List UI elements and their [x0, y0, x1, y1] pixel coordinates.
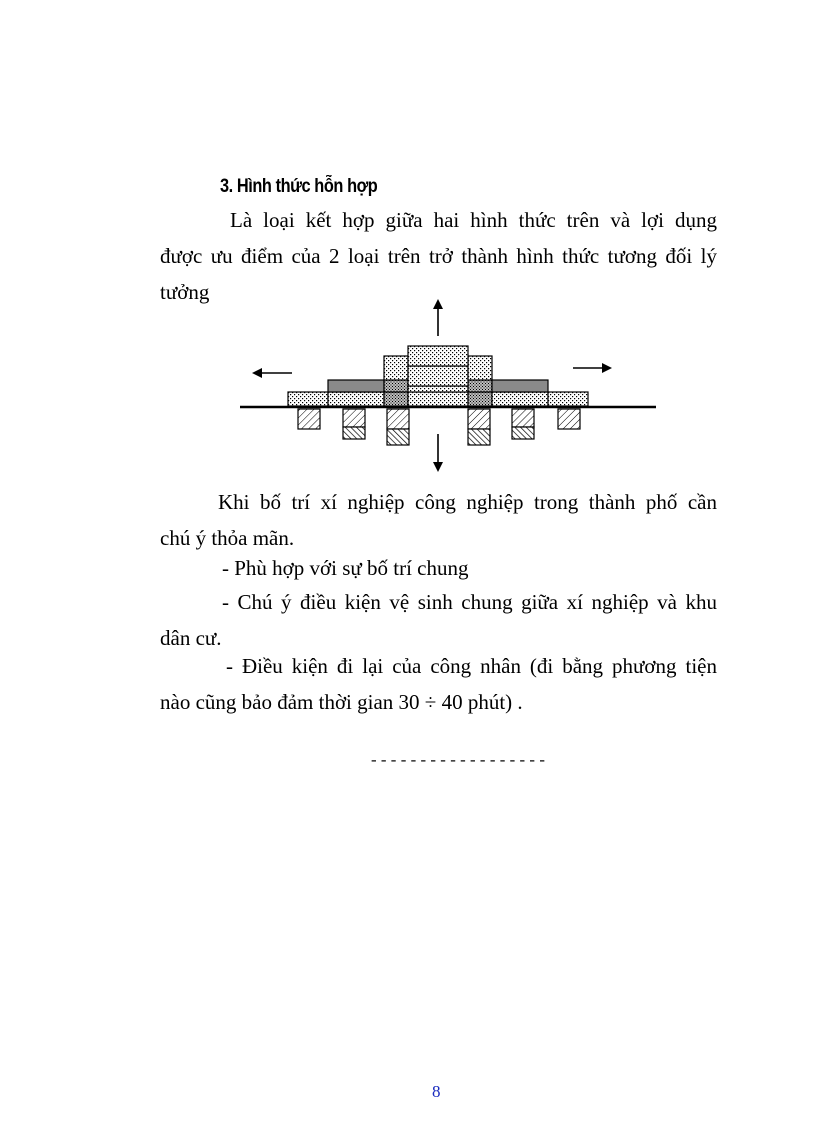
block [492, 380, 548, 392]
block [492, 392, 548, 406]
arrow-right-icon [573, 363, 612, 373]
underground-block [387, 429, 409, 445]
block [408, 392, 468, 406]
underground-block [387, 409, 409, 429]
paragraph-line: - Chú ý điều kiện vệ sinh chung giữa xí nghiệp và khu [222, 590, 717, 614]
underground-block [343, 427, 365, 439]
intro-paragraph [160, 202, 717, 310]
block [408, 346, 468, 366]
requirement-item [160, 648, 717, 720]
underground-block [298, 409, 320, 429]
paragraph-line: - Phù hợp với sự bố trí chung [222, 556, 469, 580]
underground-block [558, 409, 580, 429]
block [548, 392, 588, 406]
underground-block [468, 429, 490, 445]
block [468, 356, 492, 380]
arrow-left-icon [252, 368, 292, 378]
mixed-layout-diagram [236, 296, 660, 478]
arrow-up-icon [433, 299, 443, 336]
underground-block [512, 427, 534, 439]
requirements-intro [160, 484, 717, 556]
paragraph-line: tưởng [160, 280, 210, 304]
block [408, 386, 468, 392]
arrow-down-icon [433, 434, 443, 472]
block [328, 392, 384, 406]
paragraph-line: được ưu điểm của 2 loại trên trở thành hình thức tương đối lý [160, 244, 717, 268]
underground-block [343, 409, 365, 427]
page-number: 8 [432, 1082, 441, 1101]
underground-block [468, 409, 490, 429]
block [468, 392, 492, 406]
block [288, 392, 328, 406]
paragraph-line: Khi bố trí xí nghiệp công nghiệp trong thành phố cần [218, 490, 717, 514]
section-separator: ------------------ [369, 752, 548, 770]
requirement-item [160, 550, 717, 586]
block [384, 392, 408, 406]
paragraph-line: nào cũng bảo đảm thời gian 30 ÷ 40 phút) . [160, 690, 523, 714]
underground-block [512, 409, 534, 427]
paragraph-line: Là loại kết hợp giữa hai hình thức trên và lợi dụng [230, 208, 717, 232]
requirement-item [160, 584, 717, 656]
paragraph-line: chú ý thỏa mãn. [160, 526, 295, 550]
paragraph-line: dân cư. [160, 626, 222, 650]
block [384, 356, 408, 380]
paragraph-line: - Điều kiện đi lại của công nhân (đi bằng phương tiện [226, 654, 717, 678]
section-heading: 3. Hình thức hỗn hợp [220, 176, 378, 197]
block [328, 380, 384, 392]
block [408, 366, 468, 386]
block [468, 380, 492, 392]
block [384, 380, 408, 392]
